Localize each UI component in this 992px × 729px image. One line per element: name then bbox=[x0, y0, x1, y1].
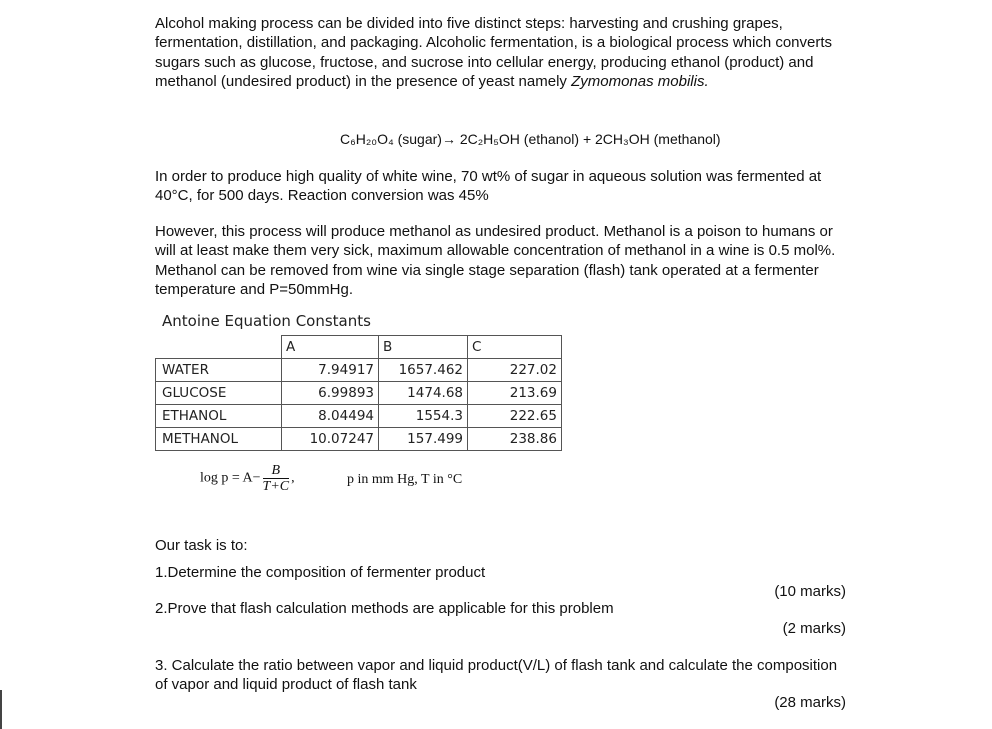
intro-paragraph bbox=[155, 14, 845, 91]
constant-c: 227.02 bbox=[468, 358, 562, 381]
formula-denominator: T+C bbox=[262, 479, 290, 494]
constant-c: 238.86 bbox=[468, 427, 562, 450]
antoine-formula bbox=[200, 463, 295, 494]
formula-trail: , bbox=[291, 470, 295, 486]
antoine-constants-table bbox=[155, 335, 562, 451]
task-intro: Our task is to: bbox=[155, 537, 248, 554]
column-header-a: A bbox=[282, 336, 379, 359]
constant-c: 222.65 bbox=[468, 404, 562, 427]
feed-paragraph: In order to produce high quality of white wine, 70 wt% of sugar in aqueous solution was fermented at 40°C, for 500 days. Reaction conversion was 45% bbox=[155, 168, 822, 205]
intro-text: Alcohol making process can be divided into five distinct steps: harvesting and crushing grapes, fermentation, distillation, and packaging. Alcoholic fermentation, is a biological process which converts sugars such as glucose, fructose, and sucrose into cellular energy, producing ethanol (product) and methanol (undesired product) in the presence of yeast namely bbox=[155, 15, 833, 90]
page-edge-divider bbox=[0, 690, 2, 729]
column-header-b: B bbox=[379, 336, 468, 359]
task-2-marks: (2 marks) bbox=[782, 620, 846, 637]
table-row bbox=[156, 404, 562, 427]
formula-lhs: log p = A− bbox=[200, 470, 261, 486]
constant-b: 1554.3 bbox=[379, 404, 468, 427]
task-1: 1.Determine the composition of fermenter product bbox=[155, 564, 486, 581]
task-3-marks: (28 marks) bbox=[774, 694, 846, 711]
species-name: GLUCOSE bbox=[156, 381, 282, 404]
table-row bbox=[156, 381, 562, 404]
table-corner-cell bbox=[156, 336, 282, 359]
formula-units: p in mm Hg, T in °C bbox=[347, 472, 463, 487]
species-name: WATER bbox=[156, 358, 282, 381]
task-3: 3. Calculate the ratio between vapor and liquid product(V/L) of flash tank and calculate the composition of vapor and liquid product of flash tank bbox=[155, 657, 838, 694]
column-header-c: C bbox=[468, 336, 562, 359]
formula-numerator: B bbox=[263, 463, 290, 479]
constant-b: 1657.462 bbox=[379, 358, 468, 381]
species-name: ETHANOL bbox=[156, 404, 282, 427]
constant-a: 6.99893 bbox=[282, 381, 379, 404]
table-row bbox=[156, 358, 562, 381]
species-name: METHANOL bbox=[156, 427, 282, 450]
constant-b: 1474.68 bbox=[379, 381, 468, 404]
formula-fraction bbox=[263, 463, 290, 494]
constant-b: 157.499 bbox=[379, 427, 468, 450]
methanol-paragraph: However, this process will produce methanol as undesired product. Methanol is a poison to humans or will at least make them very sick, maximum allowable concentration of methanol in a wine is 0.5 mol%. Methanol can be removed from wine via single stage separation (flash) tank operated at a fermenter temperature and P=50mmHg. bbox=[155, 223, 836, 298]
constant-a: 10.07247 bbox=[282, 427, 379, 450]
task-1-marks: (10 marks) bbox=[774, 583, 846, 600]
table-header-row bbox=[156, 336, 562, 359]
table-row bbox=[156, 427, 562, 450]
antoine-table-title: Antoine Equation Constants bbox=[162, 312, 371, 330]
constant-a: 7.94917 bbox=[282, 358, 379, 381]
constant-c: 213.69 bbox=[468, 381, 562, 404]
reaction-equation: C₆H₂₀O₄ (sugar)→ 2C₂H₅OH (ethanol) + 2CH₃OH (methanol) bbox=[340, 131, 721, 147]
task-2: 2.Prove that flash calculation methods are applicable for this problem bbox=[155, 600, 614, 617]
yeast-species: Zymomonas mobilis. bbox=[571, 72, 709, 90]
constant-a: 8.04494 bbox=[282, 404, 379, 427]
